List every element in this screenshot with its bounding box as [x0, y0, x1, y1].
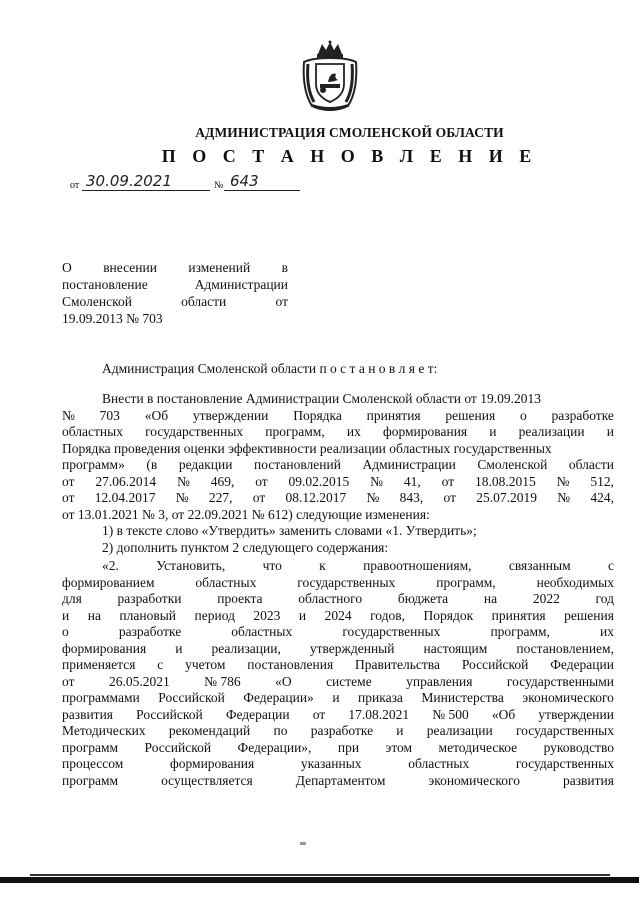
word: принятия [491, 607, 546, 623]
document-type-title: П О С Т А Н О В Л Е Н И Е [161, 146, 538, 166]
word: государственных [515, 756, 614, 771]
word: «2. [102, 558, 119, 573]
text-line [62, 575, 614, 592]
date-prefix: от [70, 180, 80, 191]
word: реализации [426, 723, 493, 738]
text-line [62, 723, 614, 740]
word: реализации, [211, 640, 281, 656]
word: программ, [436, 574, 496, 590]
word: годов, [370, 607, 406, 623]
word: программ [62, 772, 119, 788]
word: на [87, 607, 101, 623]
text-line [62, 558, 614, 575]
word: 18.08.2015 [474, 473, 536, 489]
word: системе [326, 673, 372, 689]
word: с [607, 558, 614, 573]
word: 227, [208, 490, 233, 505]
word: государственных [515, 723, 614, 738]
number-prefix: № [214, 180, 224, 191]
word: их [600, 624, 614, 639]
word: программ» [62, 457, 125, 472]
text-line [62, 424, 614, 441]
word: для [62, 591, 82, 606]
text-line [62, 608, 614, 625]
word: этом [385, 739, 413, 755]
word: принятия [366, 407, 421, 423]
word: постановления [247, 657, 334, 672]
word: и [298, 607, 307, 623]
word: развития [62, 706, 114, 722]
word: от [62, 490, 75, 505]
word: программ [62, 739, 119, 755]
word: областных [62, 424, 123, 439]
text-line [62, 674, 614, 691]
word: 09.02.2015 [288, 473, 350, 489]
word: постановлением, [516, 640, 614, 656]
word: от [62, 473, 75, 489]
word: 2022 [532, 591, 560, 606]
text-line [62, 490, 614, 507]
word: Российской [136, 706, 203, 722]
word: осуществляется [161, 772, 253, 788]
word: 469, [210, 473, 235, 489]
word: процессом [62, 756, 124, 771]
word: от [441, 473, 455, 489]
word: Российской [461, 657, 529, 672]
word: разработки [117, 591, 182, 606]
word: разработке [310, 723, 374, 738]
word: 703 [99, 407, 120, 423]
word: «О [275, 673, 292, 689]
word: № [176, 473, 190, 489]
text-line [62, 591, 614, 608]
word: развития [562, 772, 614, 788]
word: реализации [518, 424, 585, 439]
word: что [262, 558, 282, 573]
word: экономического [522, 690, 614, 705]
word: от [443, 490, 456, 505]
preamble: Администрация Смоленской области п о с т а н о в л я е т: [102, 361, 438, 376]
word: формирования [170, 756, 255, 771]
word: государственных [145, 424, 244, 439]
word: методическое [438, 739, 518, 755]
word: формирования [382, 424, 468, 439]
word: областных [408, 756, 470, 771]
item-1: 1) в тексте слово «Утвердить» заменить словами «1. Утвердить»; [102, 523, 477, 538]
word: руководство [543, 739, 614, 755]
word: Федерации [225, 706, 290, 722]
word: и [606, 424, 614, 439]
word: 41, [403, 473, 421, 489]
word: программ, [265, 424, 325, 439]
word: № [370, 473, 384, 489]
word: о [520, 407, 527, 423]
scan-edge-line [30, 874, 610, 876]
word: 2024 [324, 607, 352, 623]
item-2: 2) дополнить пунктом 2 следующего содержания: [102, 540, 389, 555]
word: рекомендаций [168, 723, 251, 738]
word: государственных [342, 624, 441, 639]
word: на [483, 591, 498, 606]
word: решения [445, 407, 496, 423]
word: № 500 [432, 706, 469, 722]
word: от [62, 673, 75, 689]
number-underline [224, 190, 300, 191]
word: правоотношениям, [363, 558, 472, 573]
word: Федерации» [243, 690, 314, 705]
word: учетом [185, 657, 226, 672]
word: утверждении [538, 706, 614, 722]
coat-of-arms-emblem [298, 40, 362, 112]
word: 17.08.2021 [348, 706, 410, 722]
word: период [194, 607, 235, 623]
word: «Об [144, 407, 169, 423]
word: областных [195, 574, 257, 590]
word: с [157, 657, 164, 672]
word: 25.07.2019 [476, 490, 537, 505]
word: и [175, 640, 183, 656]
word: Департаментом [295, 772, 386, 788]
word: государственных [297, 574, 396, 590]
text-line [62, 707, 614, 724]
word: разработке [118, 624, 182, 639]
word: редакции [178, 457, 233, 472]
word: государственными [506, 673, 614, 689]
document-subject: О внесении изменений в постановление Администрации Смоленской области от 19.09.2013 № 703 [62, 260, 288, 326]
word: 08.12.2017 [285, 490, 347, 505]
word: «Об [491, 706, 516, 722]
handwritten-number: 643 [230, 172, 259, 190]
word: утвержденный [309, 640, 395, 656]
word: программ, [490, 624, 550, 639]
word: № [175, 490, 189, 505]
word: от 13.01.2021 № 3, от 22.09.2021 № 612) следующие изменения: [62, 506, 430, 522]
word: 2023 [253, 607, 281, 623]
word: формирования [62, 640, 147, 656]
word: и [332, 690, 340, 705]
text-line [62, 507, 614, 524]
word: 26.05.2021 [108, 673, 170, 689]
word: от [312, 706, 326, 722]
word: Порядок [423, 607, 474, 623]
word: № 786 [204, 673, 241, 689]
word: постановлений [254, 457, 341, 472]
word: Порядка проведения оценки эффективности реализации областных государственных [62, 440, 552, 456]
word: связанным [508, 558, 571, 573]
word: необходимых [536, 574, 614, 590]
paragraph-2 [62, 558, 614, 789]
word: формированием [62, 574, 155, 590]
handwritten-date: 30.09.2021 [86, 172, 172, 190]
word: Правительства [355, 657, 440, 672]
word: при [337, 739, 360, 755]
word: Порядка [293, 407, 342, 423]
word: программами [62, 690, 140, 705]
text-line [62, 756, 614, 773]
word: и [396, 723, 404, 738]
word: и [62, 607, 70, 623]
scan-speck [300, 842, 306, 845]
word: применяется [62, 657, 136, 672]
word: 512, [590, 473, 614, 489]
word: областного [298, 591, 363, 606]
text-line [62, 474, 614, 491]
word: № [557, 490, 571, 505]
text-line [62, 391, 614, 408]
word: управления [406, 673, 473, 689]
word: Установить, [156, 558, 226, 573]
word: экономического [428, 772, 520, 788]
paragraph-1 [62, 391, 614, 523]
word: 12.04.2017 [94, 490, 156, 505]
word: Министерства [421, 690, 504, 705]
word: от [252, 490, 266, 505]
word: Российской [158, 690, 225, 705]
scan-bottom-border [0, 877, 639, 883]
word: 424, [590, 490, 614, 505]
word: по [273, 723, 288, 738]
word: Российской [144, 739, 212, 755]
word: разработке [551, 407, 614, 423]
text-line [62, 740, 614, 757]
word: Федерации [550, 657, 614, 672]
word: 843, [399, 490, 424, 505]
word: утверждении [192, 407, 269, 423]
text-line [62, 773, 614, 790]
word: приказа [358, 690, 403, 705]
word: Администрации [362, 457, 456, 472]
word: области [568, 457, 614, 472]
text-line [62, 624, 614, 641]
text-line [62, 457, 614, 474]
word: решения [564, 607, 614, 623]
text-line [62, 657, 614, 674]
word: к [319, 558, 326, 573]
word: Методических [62, 723, 146, 738]
text-line [62, 690, 614, 707]
word: бюджета [397, 591, 449, 606]
word: Федерации», [237, 739, 312, 755]
word: № [556, 473, 570, 489]
word: настоящим [423, 640, 488, 656]
word: № [62, 407, 75, 423]
word: от [255, 473, 268, 489]
word: 27.06.2014 [95, 473, 157, 489]
text-line [62, 408, 614, 425]
word: о [62, 624, 69, 639]
date-underline [82, 190, 210, 191]
word: их [346, 424, 361, 439]
word: № [366, 490, 380, 505]
text-line [62, 641, 614, 658]
organization-name: АДМИНИСТРАЦИЯ СМОЛЕНСКОЙ ОБЛАСТИ [195, 125, 504, 140]
word: Смоленской [477, 457, 548, 472]
word: и [489, 424, 497, 439]
word: проекта [217, 591, 263, 606]
word: областных [231, 624, 293, 639]
word: (в [146, 457, 158, 472]
word: указанных [300, 756, 362, 771]
word: плановый [119, 607, 177, 623]
word: год [595, 591, 614, 606]
word: Внести в постановление Администрации Смоленской области от 19.09.2013 [102, 391, 541, 406]
text-line [62, 441, 614, 458]
